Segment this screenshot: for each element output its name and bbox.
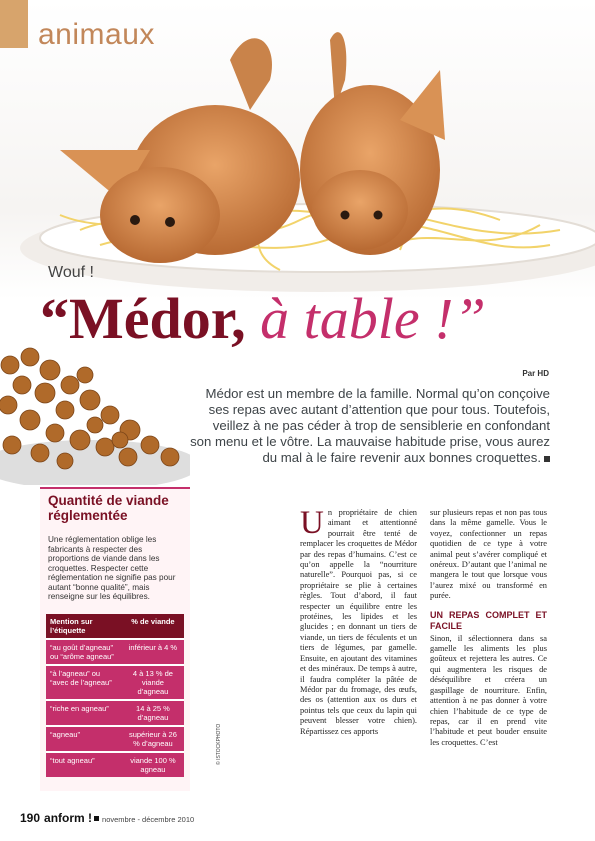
- article-column-1: [300, 505, 417, 737]
- table-cell: “au goût d’agneau” ou “arôme agneau”: [46, 639, 122, 665]
- lead-text: Médor est un membre de la famille. Normal qu’on conçoive ses repas avec autant d’attention que pour tous. Toutefois, veillez à ne pas céder à trop de sensiblerie en confondant son menu et le vôtre. La mauvaise habitude prise, vous aurez du mal à le faire revenir aux bonnes croquettes.: [190, 386, 550, 465]
- table-cell: “à l’agneau” ou “avec de l’agneau”: [46, 665, 122, 700]
- end-mark: [544, 456, 550, 462]
- table-row: [46, 752, 184, 777]
- lead-paragraph: [190, 386, 550, 466]
- headline: [40, 284, 486, 354]
- dropcap: U: [300, 505, 324, 541]
- table-row: [46, 665, 184, 700]
- table-cell: “riche en agneau”: [46, 700, 122, 726]
- issue-date: novembre - décembre 2010: [102, 815, 195, 824]
- meat-table: [46, 614, 184, 777]
- table-row: [46, 700, 184, 726]
- folio: [20, 811, 194, 825]
- table-row: [46, 639, 184, 665]
- section-label: animaux: [38, 18, 155, 51]
- table-header-row: [46, 614, 184, 639]
- sidebar-text: Une réglementation oblige les fabricants à respecter des proportions de viande dans les croquettes. Respecter cette réglementation ne signifie pas pour autant “bonne qualité”, mais renseigne sur les équilibres.: [48, 535, 176, 601]
- kicker: Wouf !: [48, 264, 94, 281]
- article-text: Sinon, il sélectionnera dans sa gamelle les aliments les plus goûteux et rejettera les autres. Ce qui augmentera les risques de déséquilibre et créera un gaspillage de nourriture. Enfin, attention à ne pas donner à votre chien l’habitude de ce type de repas, car il en prend vite l’habitude et peut bouder ensuite les croquettes. C’est: [430, 633, 547, 747]
- byline: Par HD: [522, 369, 549, 378]
- table-cell: “agneau”: [46, 726, 122, 752]
- table-header-percent: % de viande: [122, 614, 184, 639]
- magazine-name: anform !: [44, 811, 93, 825]
- table-cell: “tout agneau”: [46, 752, 122, 777]
- subhead: UN REPAS COMPLET ET FACILE: [430, 609, 547, 631]
- headline-part1: “Médor,: [40, 286, 246, 351]
- folio-square: [94, 816, 99, 821]
- section-color-tab: [0, 0, 28, 48]
- table-cell: supérieur à 26 % d’agneau: [122, 726, 184, 752]
- page-number: 190: [20, 811, 41, 825]
- table-cell: viande 100 % agneau: [122, 752, 184, 777]
- kibble-photo: [0, 345, 190, 485]
- table-row: [46, 726, 184, 752]
- photo-credit: © ISTOCKPHOTO: [216, 723, 222, 765]
- article-text: n propriétaire de chien aimant et attentionné pourrait être tenté de remplacer les croquettes de Médor par des repas d’humains. C’est ce qu’on appelle la “nourriture naturelle”. Pourquoi pas, si ce propriétaire se plie à certaines règles. Tout d’abord, il faut respecter un équilibre entre les protéines, les lipides et les glucides ; en donnant un tiers de viande, un tiers de féculents et un tiers de légumes, par gamelle. Ensuite, en ajoutant des vitamines et des minéraux. De temps à autre, il faudra compléter la pâtée de Médor par du fromage, des œufs, des os (attention aux os durs et pointus tels que ceux du lapin qui peuvent blesser votre chien). Répartissez ces apports: [300, 508, 417, 736]
- table-header-label: Mention sur l’étiquette: [46, 614, 122, 639]
- article-column-2: [430, 508, 547, 748]
- table-cell: 14 à 25 % d’agneau: [122, 700, 184, 726]
- table-cell: inférieur à 4 %: [122, 639, 184, 665]
- table-cell: 4 à 13 % de viande d’agneau: [122, 665, 184, 700]
- sidebar-title: Quantité de viande réglementée: [48, 493, 169, 523]
- article-text: sur plusieurs repas et non pas tous dans la même gamelle. Vous le voyez, confectionner un repas quotidien de ce type à votre animal peut s’avérer compliqué et onéreux. D’autant que l’animal ne mangera le tout que lorsque vous l’aurez mixé ou transformé en purée.: [430, 508, 547, 601]
- headline-part2: à table !”: [245, 286, 486, 351]
